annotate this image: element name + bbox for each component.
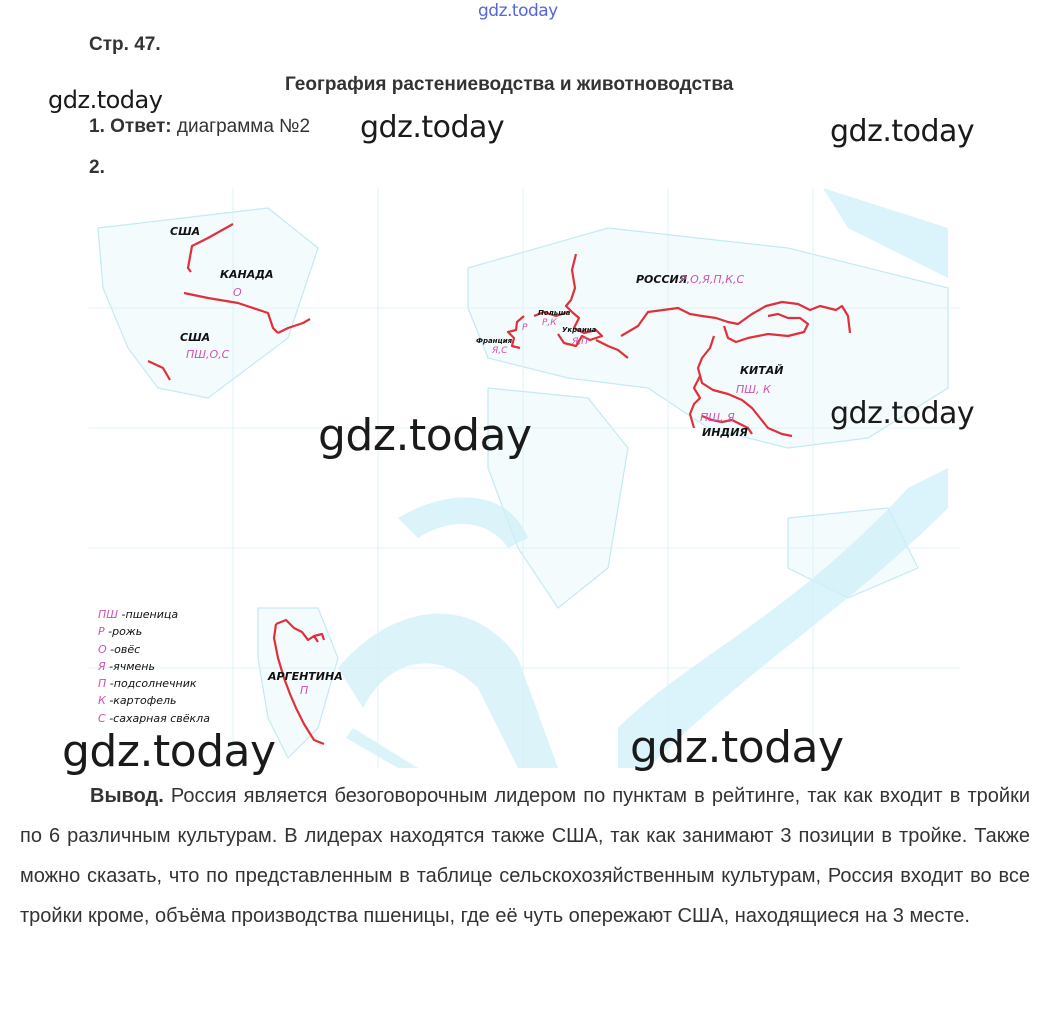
label-argentina: АРГЕНТИНА: [268, 670, 343, 683]
answer-1-prefix: 1. Ответ:: [89, 116, 172, 137]
item-2-number: 2.: [89, 157, 105, 178]
label-usa: США: [180, 331, 211, 344]
watermark: gdz.today: [830, 396, 975, 431]
world-map: [88, 188, 960, 768]
page-number: Стр. 47.: [89, 34, 161, 55]
legend-item: К -картофель: [98, 694, 177, 708]
label-france: Франция: [476, 337, 513, 345]
crop-china: ПШ, К: [736, 383, 771, 396]
page-title: География растениеводства и животноводства: [285, 74, 734, 95]
world-map-svg: [88, 188, 960, 768]
label-canada: КАНАДА: [220, 268, 274, 281]
crop-india: ПШ, Я: [700, 411, 735, 424]
conclusion-paragraph: [20, 776, 1030, 936]
crop-usa: ПШ,О,С: [186, 348, 230, 361]
legend-item: П -подсолнечник: [98, 677, 197, 691]
watermark: gdz.today: [360, 110, 505, 145]
watermark: gdz.today: [630, 722, 844, 773]
crop-ukraine: Я,П: [572, 337, 588, 347]
watermark: gdz.today: [48, 86, 163, 114]
label-usa-north: США: [170, 225, 201, 238]
label-russia: РОССИЯ: [636, 273, 688, 286]
watermark: gdz.today: [62, 726, 276, 777]
conclusion-text: Россия является безоговорочным лидером по пунктам в рейтинге, так как входит в тройки по 6 различным культурам. В лидерах находятся также США, так как занимают 3 позиции в тройке. Также можно сказать, что по представленным в таблице сельскохозяйственным культурам, Россия входит во все тройки кроме, объёма производства пшеницы, где её чуть опережают США, находящиеся на 3 месте.: [20, 785, 1030, 927]
crop-russia: Р,О,Я,П,К,С: [680, 273, 745, 286]
zone-band: [346, 728, 418, 768]
label-poland: Польша: [538, 309, 571, 317]
crop-west-europe: Р: [522, 323, 528, 333]
watermark: gdz.today: [318, 410, 532, 461]
crop-france: Я,С: [492, 346, 508, 356]
north-america-shape: [98, 208, 318, 398]
conclusion-label: Вывод.: [90, 785, 164, 807]
answer-1-text: диаграмма №2: [176, 116, 311, 137]
legend-item: Я -ячмень: [98, 659, 155, 673]
answer-1: [89, 116, 310, 138]
legend-item: ПШ -пшеница: [98, 608, 179, 621]
watermark: gdz.today: [830, 114, 975, 149]
crop-legend: [98, 606, 210, 727]
crop-poland: Р,К: [542, 318, 557, 328]
label-india: ИНДИЯ: [702, 426, 748, 439]
legend-item: С -сахарная свёкла: [98, 711, 210, 725]
watermark-top: gdz.today: [478, 1, 558, 21]
crop-argentina: П: [300, 684, 309, 697]
legend-item: Р -рожь: [98, 625, 143, 639]
legend-item: О -овёс: [98, 642, 141, 656]
label-ukraine: Украина: [562, 326, 597, 334]
crop-canada: О: [233, 286, 242, 299]
label-china: КИТАЙ: [740, 364, 784, 377]
